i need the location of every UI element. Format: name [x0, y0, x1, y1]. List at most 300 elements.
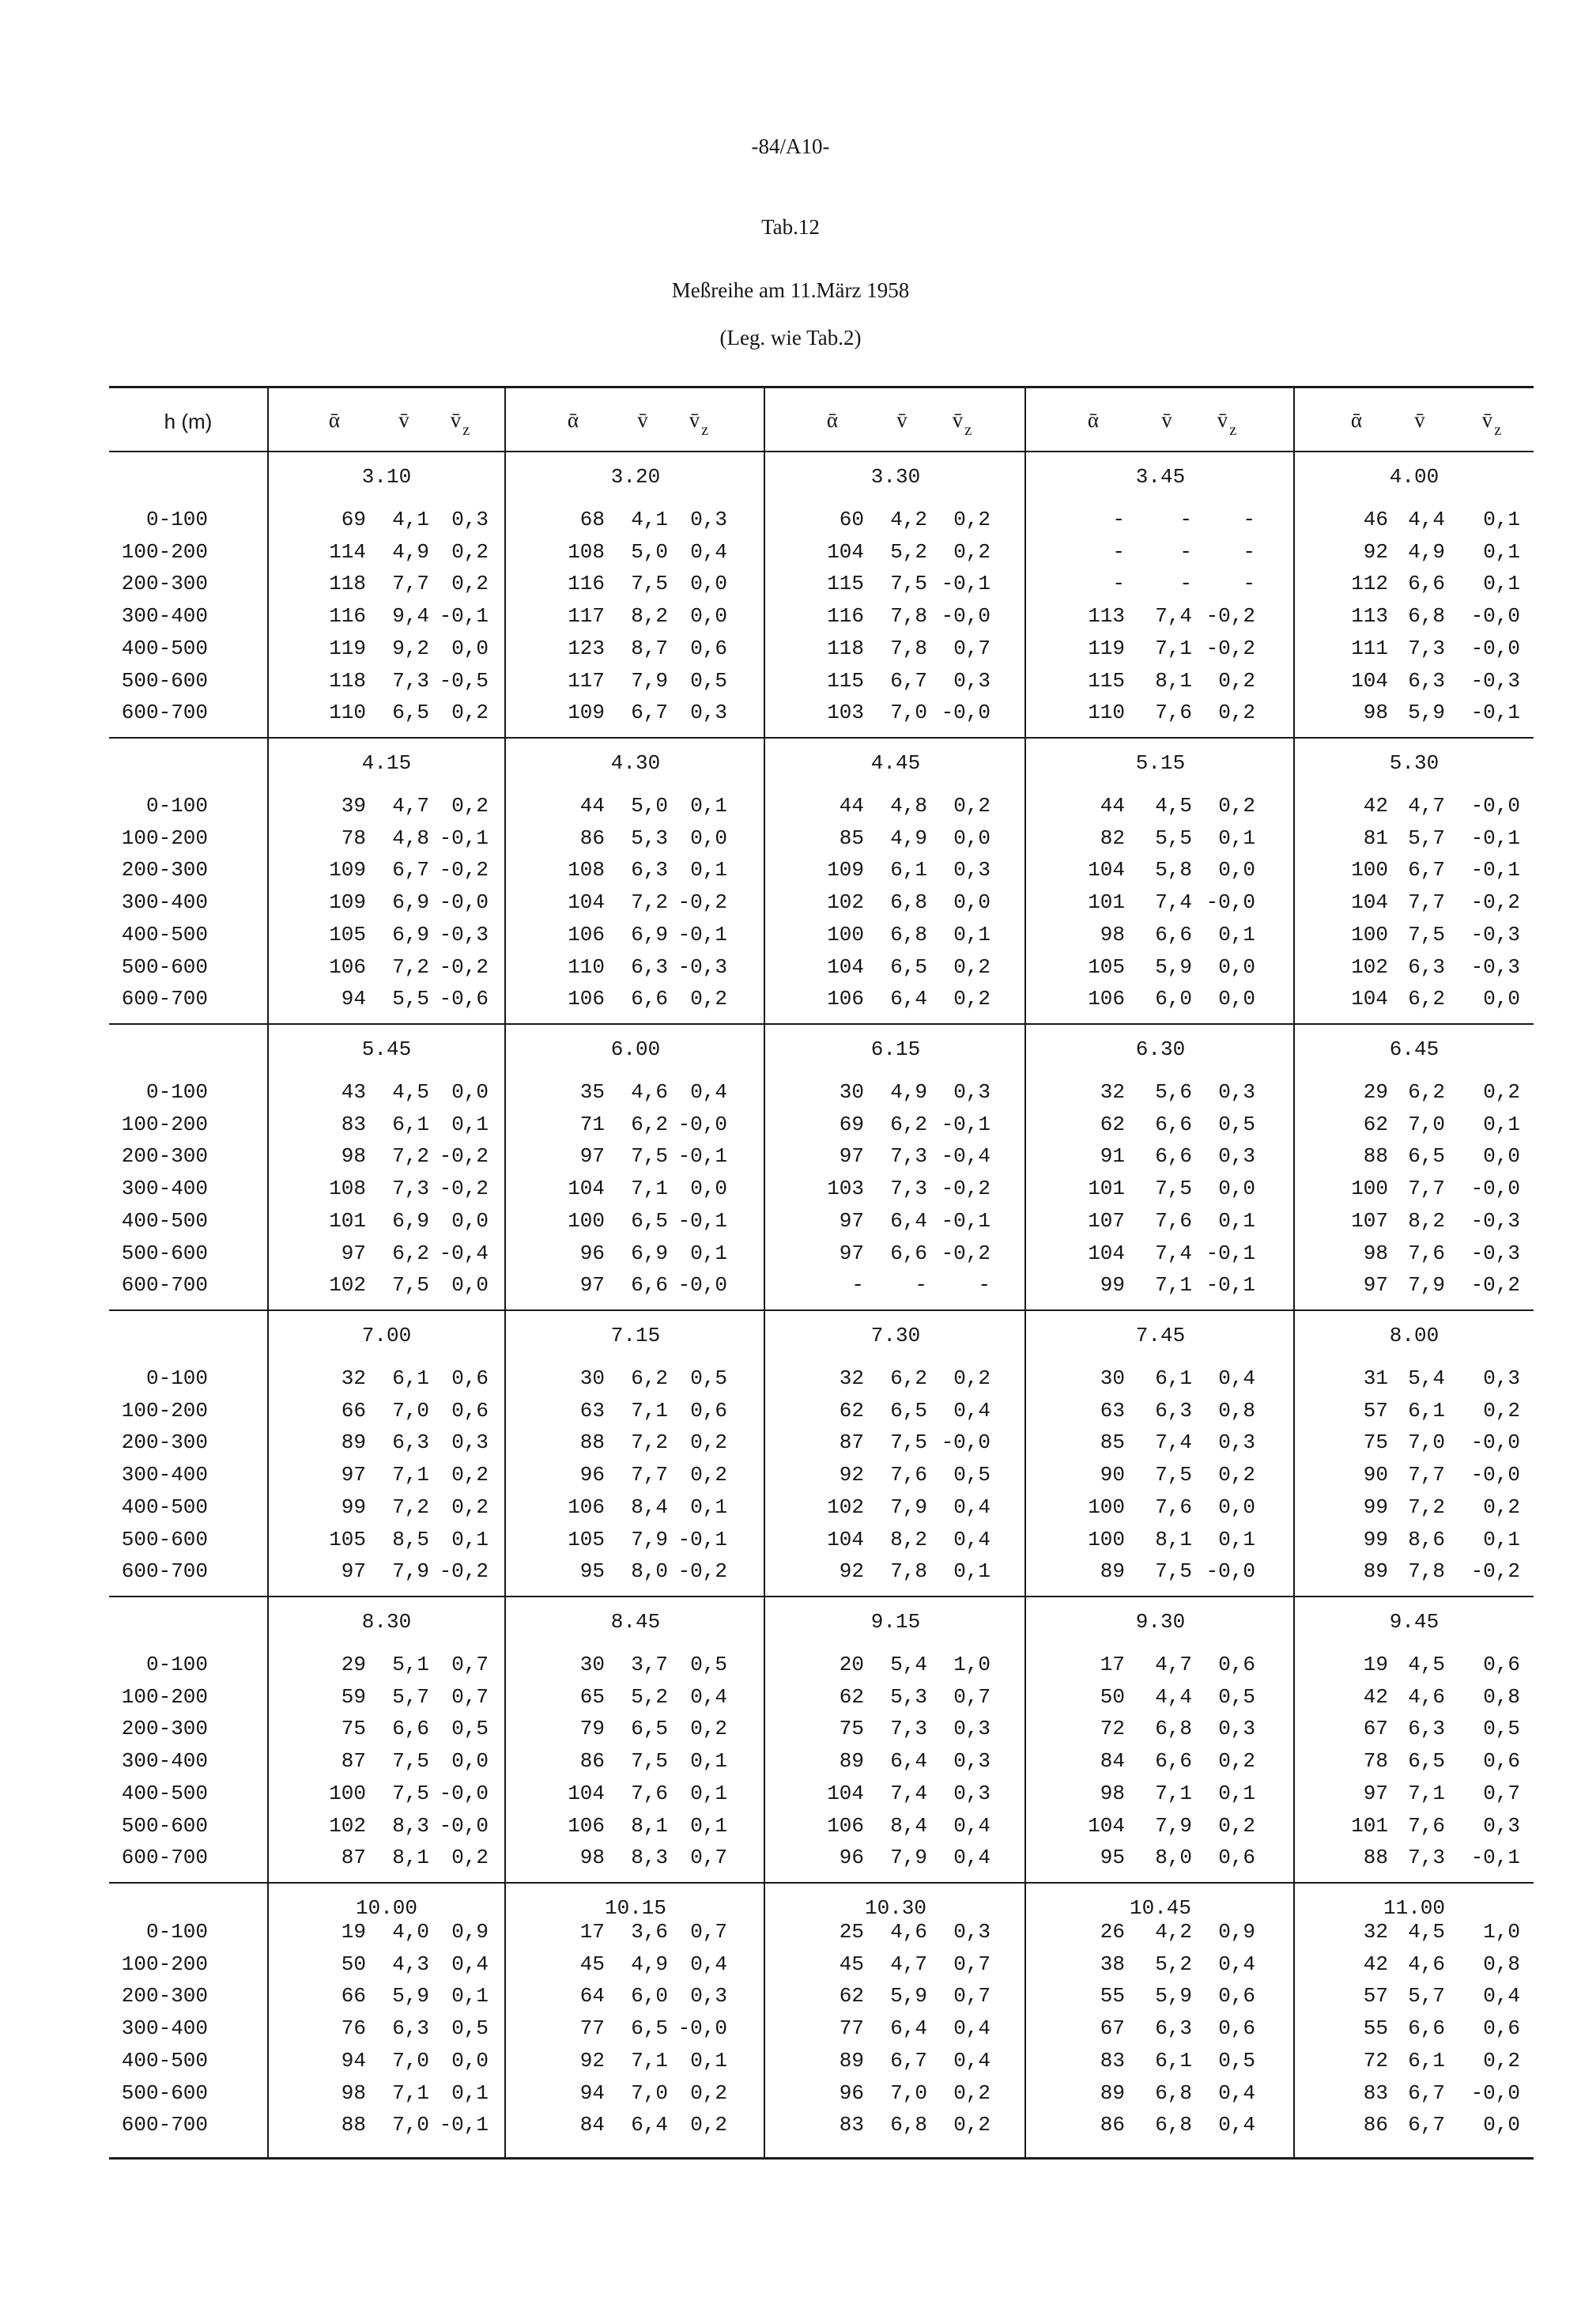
- height-label: 600-700: [121, 1559, 208, 1583]
- data-cell: 7,6: [1155, 701, 1192, 724]
- data-cell: 7,2: [392, 955, 429, 979]
- data-cell: 4,7: [392, 794, 429, 818]
- height-label: 200-300: [121, 1984, 208, 2008]
- data-cell: 8,2: [631, 604, 668, 628]
- data-cell: 0,1: [690, 2049, 727, 2073]
- data-cell: 5,5: [1155, 826, 1192, 850]
- data-cell: 32: [341, 1366, 366, 1390]
- data-cell: 4,5: [1408, 1653, 1445, 1676]
- data-cell: 7,3: [1408, 1846, 1445, 1869]
- data-cell: 59: [341, 1685, 366, 1709]
- data-cell: 115: [827, 572, 864, 595]
- data-cell: 0,5: [451, 1717, 489, 1740]
- data-cell: 38: [1100, 1952, 1125, 1976]
- data-cell: 26: [1100, 1920, 1125, 1944]
- data-cell: 110: [1088, 701, 1125, 724]
- data-cell: 0,0: [690, 1177, 727, 1200]
- data-cell: 6,2: [631, 1366, 668, 1390]
- data-cell: 101: [329, 1209, 366, 1233]
- data-cell: 7,7: [1408, 890, 1445, 914]
- data-cell: 91: [1100, 1144, 1125, 1168]
- data-cell: 8,5: [392, 1528, 429, 1551]
- data-cell: 6,6: [1155, 923, 1192, 947]
- height-label: 400-500: [121, 923, 208, 947]
- data-cell: -0,2: [439, 1177, 489, 1200]
- data-cell: 7,5: [631, 572, 668, 595]
- data-cell: 104: [827, 955, 864, 979]
- data-cell: 100: [1351, 923, 1388, 947]
- data-cell: 97: [839, 1241, 864, 1265]
- data-cell: 7,9: [1155, 1814, 1192, 1838]
- data-cell: 0,2: [1483, 1399, 1520, 1423]
- height-label: 600-700: [121, 1273, 208, 1297]
- data-cell: 8,4: [890, 1814, 927, 1838]
- data-cell: 0,1: [451, 1984, 489, 2008]
- data-cell: 95: [579, 1559, 605, 1583]
- time-label: 9.15: [870, 1610, 921, 1634]
- data-cell: 4,1: [631, 508, 668, 531]
- data-cell: 39: [341, 794, 366, 818]
- data-cell: 7,8: [1408, 1559, 1445, 1583]
- time-label: 6.00: [610, 1037, 661, 1061]
- data-cell: 77: [839, 2016, 864, 2040]
- data-cell: 6,6: [1155, 1113, 1192, 1136]
- data-cell: -0,1: [677, 1528, 727, 1551]
- data-cell: 98: [341, 1144, 366, 1168]
- data-cell: 7,5: [392, 1782, 429, 1805]
- data-cell: 42: [1363, 794, 1388, 818]
- header-v: v̄: [1161, 408, 1172, 432]
- data-cell: 5,1: [392, 1653, 429, 1676]
- data-cell: 6,9: [392, 923, 429, 947]
- data-cell: 0,1: [1218, 1528, 1255, 1551]
- data-cell: 0,2: [690, 2113, 727, 2137]
- data-cell: 0,4: [953, 1528, 990, 1551]
- height-label: 500-600: [121, 2081, 208, 2105]
- data-cell: 7,9: [631, 1528, 668, 1551]
- data-cell: -0,2: [1470, 1273, 1520, 1297]
- data-cell: 7,6: [1155, 1209, 1192, 1233]
- time-label: 4.30: [610, 751, 661, 775]
- data-cell: 102: [329, 1273, 366, 1297]
- data-cell: -0,0: [677, 1273, 727, 1297]
- data-cell: 0,1: [451, 1528, 489, 1551]
- time-label: 6.30: [1135, 1037, 1186, 1061]
- data-cell: 0,6: [1483, 1749, 1520, 1773]
- time-label: 10.00: [355, 1896, 417, 1920]
- data-cell: -0,0: [439, 1814, 489, 1838]
- data-cell: 96: [579, 1241, 605, 1265]
- data-cell: 106: [1088, 987, 1125, 1011]
- data-cell: 85: [1100, 1430, 1125, 1454]
- data-cell: 119: [1088, 637, 1125, 660]
- header-h-label: h (m): [164, 410, 213, 433]
- data-cell: 86: [579, 826, 605, 850]
- data-cell: 101: [1088, 890, 1125, 914]
- height-label: 300-400: [121, 2016, 208, 2040]
- data-cell: 100: [1351, 858, 1388, 882]
- data-cell: -0,0: [1470, 794, 1520, 818]
- data-cell: 0,0: [1218, 1495, 1255, 1519]
- data-cell: 0,5: [953, 1463, 990, 1487]
- data-cell: 6,5: [631, 1717, 668, 1740]
- data-cell: 0,5: [690, 1653, 727, 1676]
- data-cell: 7,1: [631, 1399, 668, 1423]
- data-cell: 4,9: [890, 826, 927, 850]
- data-cell: 8,6: [1408, 1528, 1445, 1551]
- data-cell: 0,2: [451, 701, 489, 724]
- data-cell: 111: [1351, 637, 1388, 660]
- time-label: 7.00: [361, 1324, 412, 1347]
- data-cell: 0,2: [1483, 2049, 1520, 2073]
- data-cell: 0,2: [1218, 1463, 1255, 1487]
- data-cell: 106: [568, 987, 605, 1011]
- data-cell: 0,3: [953, 669, 990, 693]
- data-cell: 89: [341, 1430, 366, 1454]
- data-cell: 6,6: [1155, 1749, 1192, 1773]
- data-cell: 82: [1100, 826, 1125, 850]
- data-cell: 6,5: [890, 955, 927, 979]
- height-label: 600-700: [121, 701, 208, 724]
- data-cell: 7,1: [1155, 637, 1192, 660]
- data-cell: 0,2: [953, 540, 990, 564]
- data-cell: 83: [341, 1113, 366, 1136]
- data-cell: 104: [1351, 890, 1388, 914]
- time-label: 9.30: [1135, 1610, 1186, 1634]
- data-cell: 107: [1351, 1209, 1388, 1233]
- data-cell: 0,2: [953, 794, 990, 818]
- time-label: 7.15: [610, 1324, 661, 1347]
- data-cell: 4,8: [890, 794, 927, 818]
- block-separator-rule: [109, 1309, 1534, 1311]
- data-cell: 0,1: [690, 858, 727, 882]
- data-cell: 9,2: [392, 637, 429, 660]
- height-label: 400-500: [121, 637, 208, 660]
- data-cell: 6,8: [1155, 2081, 1192, 2105]
- data-cell: -0,3: [439, 923, 489, 947]
- data-cell: 6,7: [1408, 2113, 1445, 2137]
- data-cell: 3,6: [631, 1920, 668, 1944]
- data-cell: 7,9: [890, 1495, 927, 1519]
- data-cell: 75: [1363, 1430, 1388, 1454]
- table-title: Meßreihe am 11.März 1958: [671, 278, 910, 302]
- data-cell: 116: [568, 572, 605, 595]
- data-cell: -: [978, 1273, 990, 1297]
- data-cell: 30: [1100, 1366, 1125, 1390]
- data-cell: 0,3: [953, 858, 990, 882]
- data-cell: 66: [341, 1984, 366, 2008]
- data-cell: 20: [839, 1653, 864, 1676]
- data-cell: 4,1: [392, 508, 429, 531]
- data-cell: 6,3: [631, 858, 668, 882]
- header-v: v̄: [398, 408, 409, 432]
- header-vz-symbol: v̄: [689, 408, 700, 432]
- data-cell: 0,1: [1218, 923, 1255, 947]
- header-vz-subscript: z: [1494, 421, 1502, 439]
- data-cell: 0,2: [953, 1366, 990, 1390]
- data-cell: 108: [568, 540, 605, 564]
- data-cell: 7,5: [1155, 1463, 1192, 1487]
- data-cell: 5,8: [1155, 858, 1192, 882]
- data-cell: 7,8: [890, 1559, 927, 1583]
- data-cell: 0,3: [1218, 1144, 1255, 1168]
- data-cell: 0,5: [451, 2016, 489, 2040]
- data-cell: 62: [1100, 1113, 1125, 1136]
- data-cell: -0,3: [1470, 923, 1520, 947]
- time-label: 4.15: [361, 751, 412, 775]
- data-cell: 7,4: [890, 1782, 927, 1805]
- data-cell: -0,2: [439, 955, 489, 979]
- time-label: 5.15: [1135, 751, 1186, 775]
- time-label: 6.15: [870, 1037, 921, 1061]
- data-cell: 0,0: [1218, 955, 1255, 979]
- height-label: 300-400: [121, 1177, 208, 1200]
- data-cell: 118: [329, 572, 366, 595]
- data-cell: 25: [839, 1920, 864, 1944]
- data-cell: 88: [1363, 1846, 1388, 1869]
- data-cell: 4,6: [1408, 1685, 1445, 1709]
- data-cell: 104: [1088, 1814, 1125, 1838]
- data-cell: 0,4: [953, 1399, 990, 1423]
- data-cell: 0,4: [1483, 1984, 1520, 2008]
- data-cell: 7,5: [1408, 923, 1445, 947]
- data-cell: 55: [1100, 1984, 1125, 2008]
- data-cell: 7,9: [890, 1846, 927, 1869]
- data-cell: 6,9: [631, 923, 668, 947]
- data-cell: 83: [839, 2113, 864, 2137]
- data-cell: 6,5: [1408, 1144, 1445, 1168]
- data-cell: 0,7: [451, 1685, 489, 1709]
- data-cell: 0,1: [690, 1241, 727, 1265]
- data-cell: -0,5: [439, 669, 489, 693]
- data-cell: 6,1: [392, 1113, 429, 1136]
- time-label: 4.00: [1389, 465, 1440, 489]
- data-cell: -0,2: [1206, 604, 1255, 628]
- data-cell: 35: [579, 1080, 605, 1104]
- data-cell: 55: [1363, 2016, 1388, 2040]
- data-cell: 0,3: [953, 1080, 990, 1104]
- data-cell: 0,2: [953, 987, 990, 1011]
- data-cell: -0,0: [941, 701, 990, 724]
- data-cell: 0,6: [451, 1366, 489, 1390]
- data-cell: 5,9: [1155, 955, 1192, 979]
- data-cell: 7,9: [631, 669, 668, 693]
- data-cell: 62: [839, 1399, 864, 1423]
- data-cell: 0,2: [690, 1430, 727, 1454]
- data-cell: 0,2: [690, 1463, 727, 1487]
- height-label: 400-500: [121, 1209, 208, 1233]
- data-cell: 0,2: [451, 1846, 489, 1869]
- legend-note: (Leg. wie Tab.2): [719, 326, 862, 350]
- data-cell: 105: [1088, 955, 1125, 979]
- data-cell: 90: [1363, 1463, 1388, 1487]
- data-cell: 0,0: [953, 826, 990, 850]
- data-cell: 7,6: [631, 1782, 668, 1805]
- data-cell: 6,8: [890, 2113, 927, 2137]
- data-cell: -0,2: [677, 1559, 727, 1583]
- data-cell: 6,3: [631, 955, 668, 979]
- data-cell: 7,4: [1155, 890, 1192, 914]
- data-cell: -0,2: [1206, 637, 1255, 660]
- data-cell: 0,4: [690, 540, 727, 564]
- data-cell: -0,1: [1206, 1241, 1255, 1265]
- data-cell: 71: [579, 1113, 605, 1136]
- data-cell: 6,1: [1408, 2049, 1445, 2073]
- data-cell: -: [1179, 508, 1192, 531]
- data-cell: 86: [579, 1749, 605, 1773]
- data-cell: 0,1: [1483, 1528, 1520, 1551]
- data-cell: 8,1: [1155, 1528, 1192, 1551]
- data-cell: 7,3: [890, 1144, 927, 1168]
- column-rule: [764, 386, 765, 2159]
- data-cell: 0,0: [1483, 2113, 1520, 2137]
- block-separator-rule: [109, 737, 1534, 739]
- data-cell: 6,7: [1408, 858, 1445, 882]
- data-cell: 0,1: [1483, 540, 1520, 564]
- data-cell: 7,0: [392, 2113, 429, 2137]
- data-cell: 97: [579, 1144, 605, 1168]
- data-cell: 101: [1088, 1177, 1125, 1200]
- data-cell: 0,5: [1218, 1113, 1255, 1136]
- data-cell: 45: [839, 1952, 864, 1976]
- data-cell: 0,4: [690, 1685, 727, 1709]
- height-label: 400-500: [121, 2049, 208, 2073]
- data-cell: 0,2: [953, 2113, 990, 2137]
- data-cell: 0,1: [953, 923, 990, 947]
- data-cell: 94: [579, 2081, 605, 2105]
- data-cell: 89: [1363, 1559, 1388, 1583]
- data-cell: 6,2: [1408, 987, 1445, 1011]
- data-cell: 7,7: [1408, 1463, 1445, 1487]
- data-cell: 5,2: [631, 1685, 668, 1709]
- data-cell: -: [1179, 540, 1192, 564]
- data-cell: 104: [1088, 858, 1125, 882]
- data-cell: 117: [568, 604, 605, 628]
- height-label: 100-200: [121, 540, 208, 564]
- data-cell: 4,5: [1408, 1920, 1445, 1944]
- data-cell: 0,1: [953, 1559, 990, 1583]
- data-cell: 0,0: [690, 572, 727, 595]
- data-cell: 44: [579, 794, 605, 818]
- data-cell: 0,4: [1218, 2113, 1255, 2137]
- data-cell: 0,0: [690, 604, 727, 628]
- column-rule: [267, 386, 269, 2159]
- data-cell: 106: [827, 987, 864, 1011]
- data-cell: 0,0: [1218, 987, 1255, 1011]
- time-label: 8.30: [361, 1610, 412, 1634]
- data-cell: 88: [579, 1430, 605, 1454]
- data-cell: 98: [1100, 923, 1125, 947]
- data-cell: 32: [1363, 1920, 1388, 1944]
- data-cell: -: [1112, 572, 1125, 595]
- data-cell: 0,2: [953, 508, 990, 531]
- time-label: 6.45: [1389, 1037, 1440, 1061]
- data-cell: 6,3: [1155, 1399, 1192, 1423]
- data-cell: 6,4: [890, 1749, 927, 1773]
- data-cell: 104: [1351, 669, 1388, 693]
- data-cell: 123: [568, 637, 605, 660]
- data-cell: 106: [568, 1814, 605, 1838]
- data-cell: 6,9: [392, 890, 429, 914]
- data-cell: 104: [1351, 987, 1388, 1011]
- data-cell: -0,6: [439, 987, 489, 1011]
- data-cell: 7,3: [890, 1177, 927, 1200]
- data-cell: 6,4: [890, 1209, 927, 1233]
- height-label: 0-100: [145, 1080, 208, 1104]
- data-cell: 7,3: [1408, 637, 1445, 660]
- data-cell: 8,2: [890, 1528, 927, 1551]
- data-cell: -0,0: [1470, 637, 1520, 660]
- data-cell: 0,6: [1483, 2016, 1520, 2040]
- data-cell: 0,0: [451, 1273, 489, 1297]
- data-cell: 4,4: [1408, 508, 1445, 531]
- data-cell: 6,7: [631, 701, 668, 724]
- data-cell: 113: [1351, 604, 1388, 628]
- data-cell: 4,5: [392, 1080, 429, 1104]
- header-vz-symbol: v̄: [952, 408, 964, 432]
- data-cell: -0,0: [1470, 604, 1520, 628]
- data-cell: 6,3: [1155, 2016, 1192, 2040]
- data-cell: 6,1: [1155, 2049, 1192, 2073]
- data-cell: 7,1: [392, 2081, 429, 2105]
- data-cell: 109: [329, 890, 366, 914]
- data-cell: 66: [341, 1399, 366, 1423]
- data-cell: 118: [827, 637, 864, 660]
- data-cell: 84: [579, 2113, 605, 2137]
- data-cell: 7,2: [631, 890, 668, 914]
- data-cell: 6,8: [890, 923, 927, 947]
- data-cell: 106: [568, 923, 605, 947]
- data-cell: 79: [579, 1717, 605, 1740]
- data-cell: 0,2: [1483, 1080, 1520, 1104]
- data-cell: -0,4: [439, 1241, 489, 1265]
- data-cell: 8,1: [392, 1846, 429, 1869]
- data-cell: 0,6: [690, 637, 727, 660]
- header-v: v̄: [1414, 408, 1425, 432]
- data-cell: 0,3: [690, 701, 727, 724]
- data-cell: 0,0: [1218, 1177, 1255, 1200]
- data-cell: 6,5: [1408, 1749, 1445, 1773]
- data-cell: 6,1: [1155, 1366, 1192, 1390]
- data-cell: 7,8: [890, 637, 927, 660]
- data-cell: 7,5: [631, 1144, 668, 1168]
- data-cell: 89: [839, 2049, 864, 2073]
- height-label: 600-700: [121, 2113, 208, 2137]
- data-cell: 0,2: [690, 2081, 727, 2105]
- height-label: 200-300: [121, 858, 208, 882]
- data-cell: 4,9: [631, 1952, 668, 1976]
- data-cell: 5,3: [890, 1685, 927, 1709]
- data-cell: -: [1179, 572, 1192, 595]
- data-cell: 0,8: [1218, 1399, 1255, 1423]
- data-cell: 6,7: [890, 2049, 927, 2073]
- data-cell: 86: [1100, 2113, 1125, 2137]
- data-cell: 6,8: [1155, 1717, 1192, 1740]
- data-cell: -0,2: [1470, 890, 1520, 914]
- data-cell: 115: [1088, 669, 1125, 693]
- data-cell: -: [851, 1273, 864, 1297]
- data-cell: 7,0: [890, 701, 927, 724]
- data-cell: -0,2: [677, 890, 727, 914]
- height-label: 200-300: [121, 572, 208, 595]
- data-cell: -0,0: [1470, 1430, 1520, 1454]
- data-cell: 6,8: [890, 890, 927, 914]
- data-cell: 72: [1100, 1717, 1125, 1740]
- data-cell: 104: [568, 1782, 605, 1805]
- height-label: 600-700: [121, 987, 208, 1011]
- data-cell: 6,7: [392, 858, 429, 882]
- data-cell: 0,6: [451, 1399, 489, 1423]
